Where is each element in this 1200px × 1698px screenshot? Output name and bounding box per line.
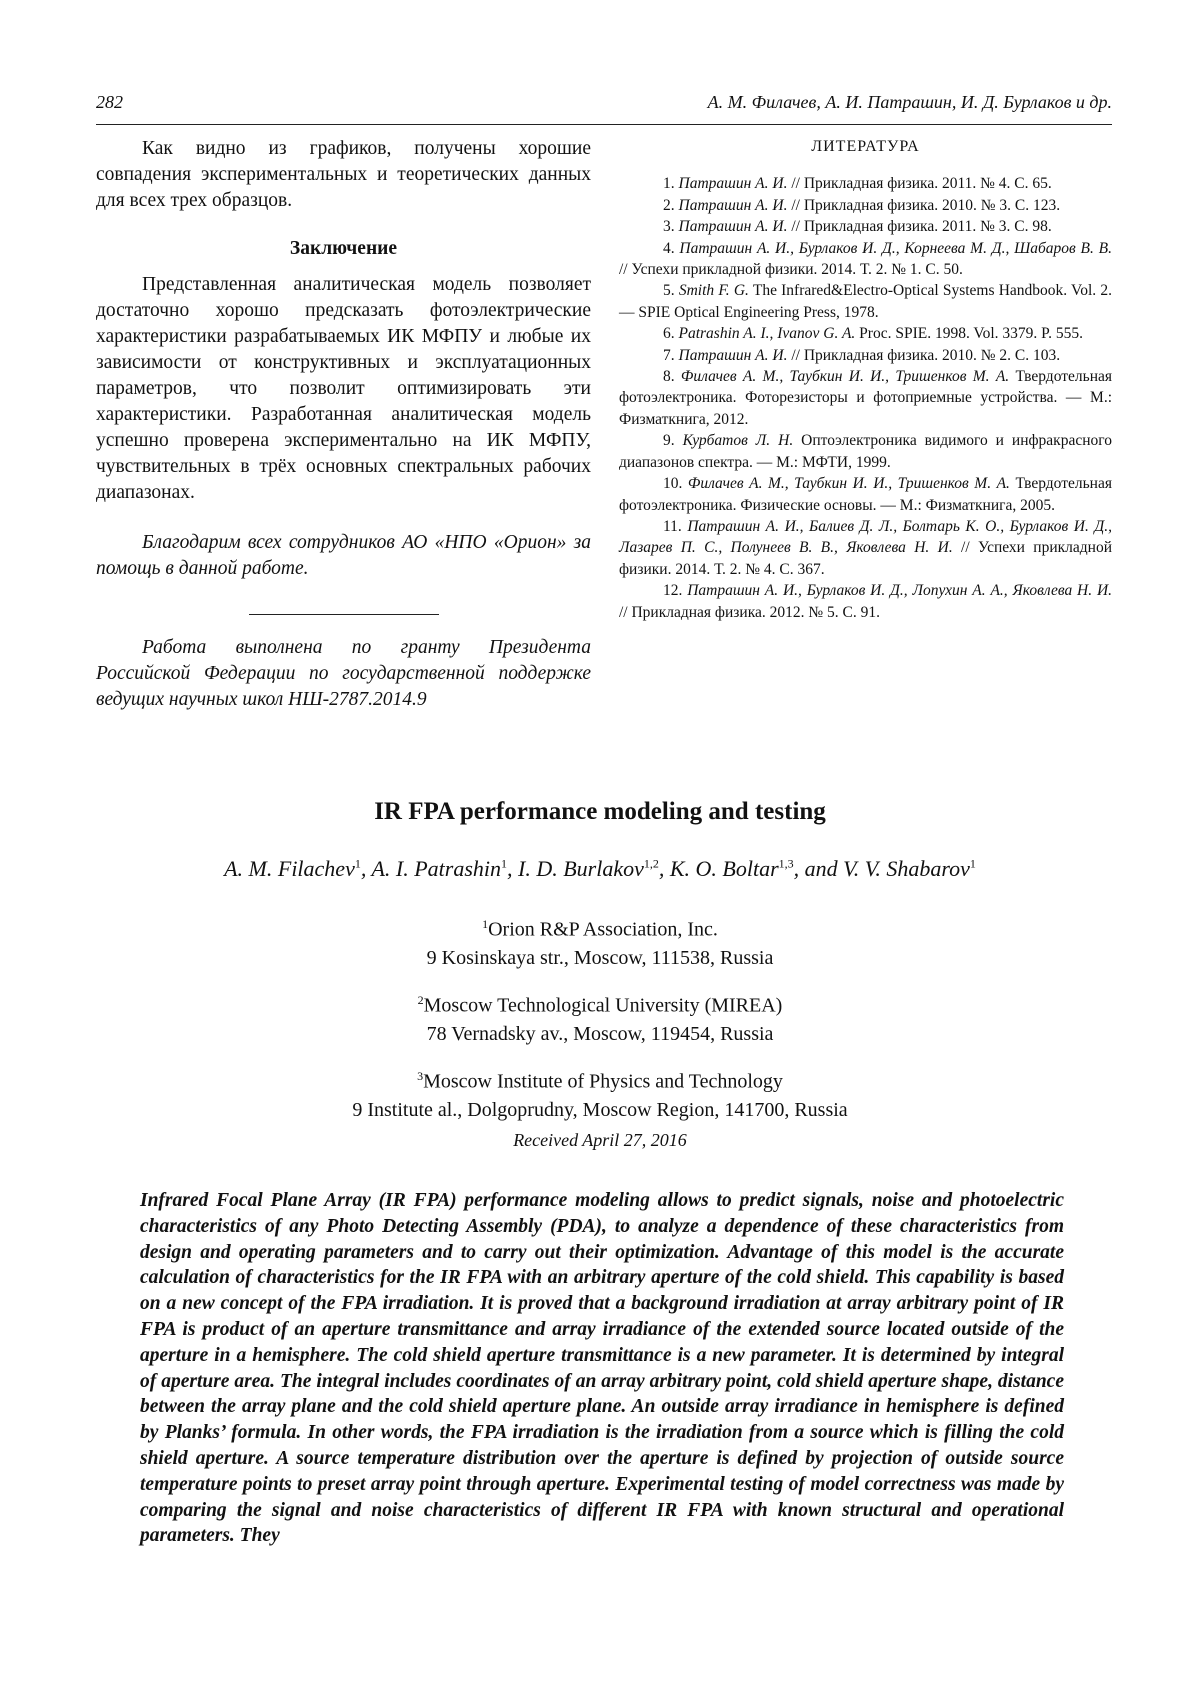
- reference-item: 6. Patrashin A. I., Ivanov G. A. Proc. SPIE. 1998. Vol. 3379. P. 555.: [663, 325, 1083, 343]
- conclusion-paragraph: Представленная аналитическая модель позволяет достаточно хорошо предсказать фотоэлектрические характеристики разрабатываемых ИК МФПУ и любые их зависимости от конструктивных и эксплуатационных параметров, что позволит оптимизировать эти характеристики. Разработанная аналитическая модель успешно проверена экспериментально на ИК МФПУ, чувствительных в трёх основных спектральных рабочих диапазонах.: [96, 274, 591, 503]
- reference-item: 10. Филачев А. М., Таубкин И. И., Тришенков М. А. Твердотельная фотоэлектроника. Физические основы. — М.: Физматкнига, 2005.: [619, 475, 1112, 514]
- reference-item: 4. Патрашин А. И., Бурлаков И. Д., Корнеева М. Д., Шабаров В. В. // Успехи прикладной физики. 2014. Т. 2. № 1. С. 50.: [619, 239, 1113, 279]
- reference-item: 3. Патрашин А. И. // Прикладная физика. 2011. № 3. С. 98.: [663, 218, 1052, 236]
- running-header-authors: А. М. Филачев, А. И. Патрашин, И. Д. Бурлаков и др.: [707, 92, 1112, 112]
- article-title: IR FPA performance modeling and testing: [374, 798, 826, 825]
- conclusion-heading: Заключение: [289, 238, 398, 259]
- author-name: I. D. Burlakov: [518, 856, 644, 881]
- references-heading: ЛИТЕРАТУРА: [811, 138, 920, 155]
- affiliation-2: $^2$Moscow Technological University (MIREA) 78 Vernadsky av., Moscow, 119454, Russia: [417, 993, 783, 1045]
- reference-item: 5. Smith F. G. The Infrared&Electro-Optical Systems Handbook. Vol. 2. — SPIE Optical Engineering Press, 1978.: [619, 282, 1112, 321]
- reference-item: 8. Филачев А. М., Таубкин И. И., Тришенков М. А. Твердотельная фотоэлектроника. Фоторезисторы и фотоприемные устройства. — М.: Физматкнига, 2012.: [619, 368, 1112, 428]
- author-name: A. I. Patrashin: [371, 856, 502, 881]
- grant-note: Работа выполнена по гранту Президента Российской Федерации по государственной поддержке ведущих научных школ НШ-2787.2014.9: [96, 637, 591, 710]
- author-name: A. M. Filachev: [224, 856, 355, 881]
- affiliation-3: $^3$Moscow Institute of Physics and Technology 9 Institute al., Dolgoprudny, Moscow Region, 141700, Russia: [352, 1069, 848, 1121]
- separator-rule: [249, 614, 439, 615]
- author-list: A. M. Filachev$^1$, A. I. Patrashin$^1$, I. D. Burlakov$^{1,2}$, K. O. Boltar$^{1,3}$, and V. V. Shabarov$^1$: [224, 856, 976, 881]
- references-column: [619, 136, 1112, 623]
- header-rule: [96, 124, 1112, 125]
- author-name: V. V. Shabarov: [843, 856, 970, 881]
- reference-item: 2. Патрашин А. И. // Прикладная физика. 2010. № 3. С. 123.: [663, 196, 1061, 214]
- reference-list: [619, 173, 1112, 623]
- page-number: 282: [96, 92, 123, 112]
- author-name: K. O. Boltar: [669, 856, 779, 881]
- acknowledgement: Благодарим всех сотрудников АО «НПО «Орион» за помощь в данной работе.: [96, 532, 591, 579]
- reference-item: 9. Курбатов Л. Н. Оптоэлектроника видимого и инфракрасного диапазонов спектра. — М.: МФТИ, 1999.: [619, 432, 1112, 471]
- intro-paragraph: Как видно из графиков, получены хорошие совпадения экспериментальных и теоретических данных для всех трех образцов.: [96, 138, 591, 211]
- reference-item: 12. Патрашин А. И., Бурлаков И. Д., Лопухин А. А., Яковлева Н. И. // Прикладная физика. 2012. № 5. С. 91.: [619, 582, 1113, 621]
- received-date: Received April 27, 2016: [513, 1130, 687, 1150]
- reference-item: 11. Патрашин А. И., Балиев Д. Л., Болтарь К. О., Бурлаков И. Д., Лазарев П. С., Полунеев В. В., Яковлева Н. И. // Успехи прикладной физики. 2014. Т. 2. № 4. С. 367.: [619, 517, 1112, 578]
- reference-item: 7. Патрашин А. И. // Прикладная физика. 2010. № 2. С. 103.: [663, 346, 1061, 364]
- affiliation-1: $^1$Orion R&P Association, Inc. 9 Kosinskaya str., Moscow, 111538, Russia: [426, 917, 774, 969]
- reference-item: 1. Патрашин А. И. // Прикладная физика. 2011. № 4. С. 65.: [663, 175, 1052, 193]
- abstract: Infrared Focal Plane Array (IR FPA) performance modeling allows to predict signals, noise and photoelectric characteristics of any Photo Detecting Assembly (PDA), to analyze a dependence of these characteristics from design and operating parameters and to carry out their optimization. Advantage of this model is the accurate calculation of characteristics for the IR FPA with an arbitrary aperture of the cold shield. This capability is based on a new concept of the FPA irradiation. It is proved that a background irradiation at array arbitrary point of IR FPA is product of an aperture transmittance and array irradiance of the extended source located outside of the aperture in a hemisphere. The cold shield aperture transmittance is a new parameter. It is determined by integral of aperture area. The integral includes coordinates of an array arbitrary point, cold shield aperture shape, distance between the array plane and the cold shield aperture plane. An outside array irradiance in hemisphere is defined by Planks’ formula. In other words, the FPA irradiation is the irradiation from a source which is filling the cold shield aperture. A source temperature distribution over the aperture is defined by projection of outside source temperature points to preset array point through aperture. Experimental testing of model correctness was made by comparing the signal and noise characteristics of different IR FPA with known structural and operational parameters. They: [140, 1190, 1064, 1547]
- left-column: [96, 136, 591, 713]
